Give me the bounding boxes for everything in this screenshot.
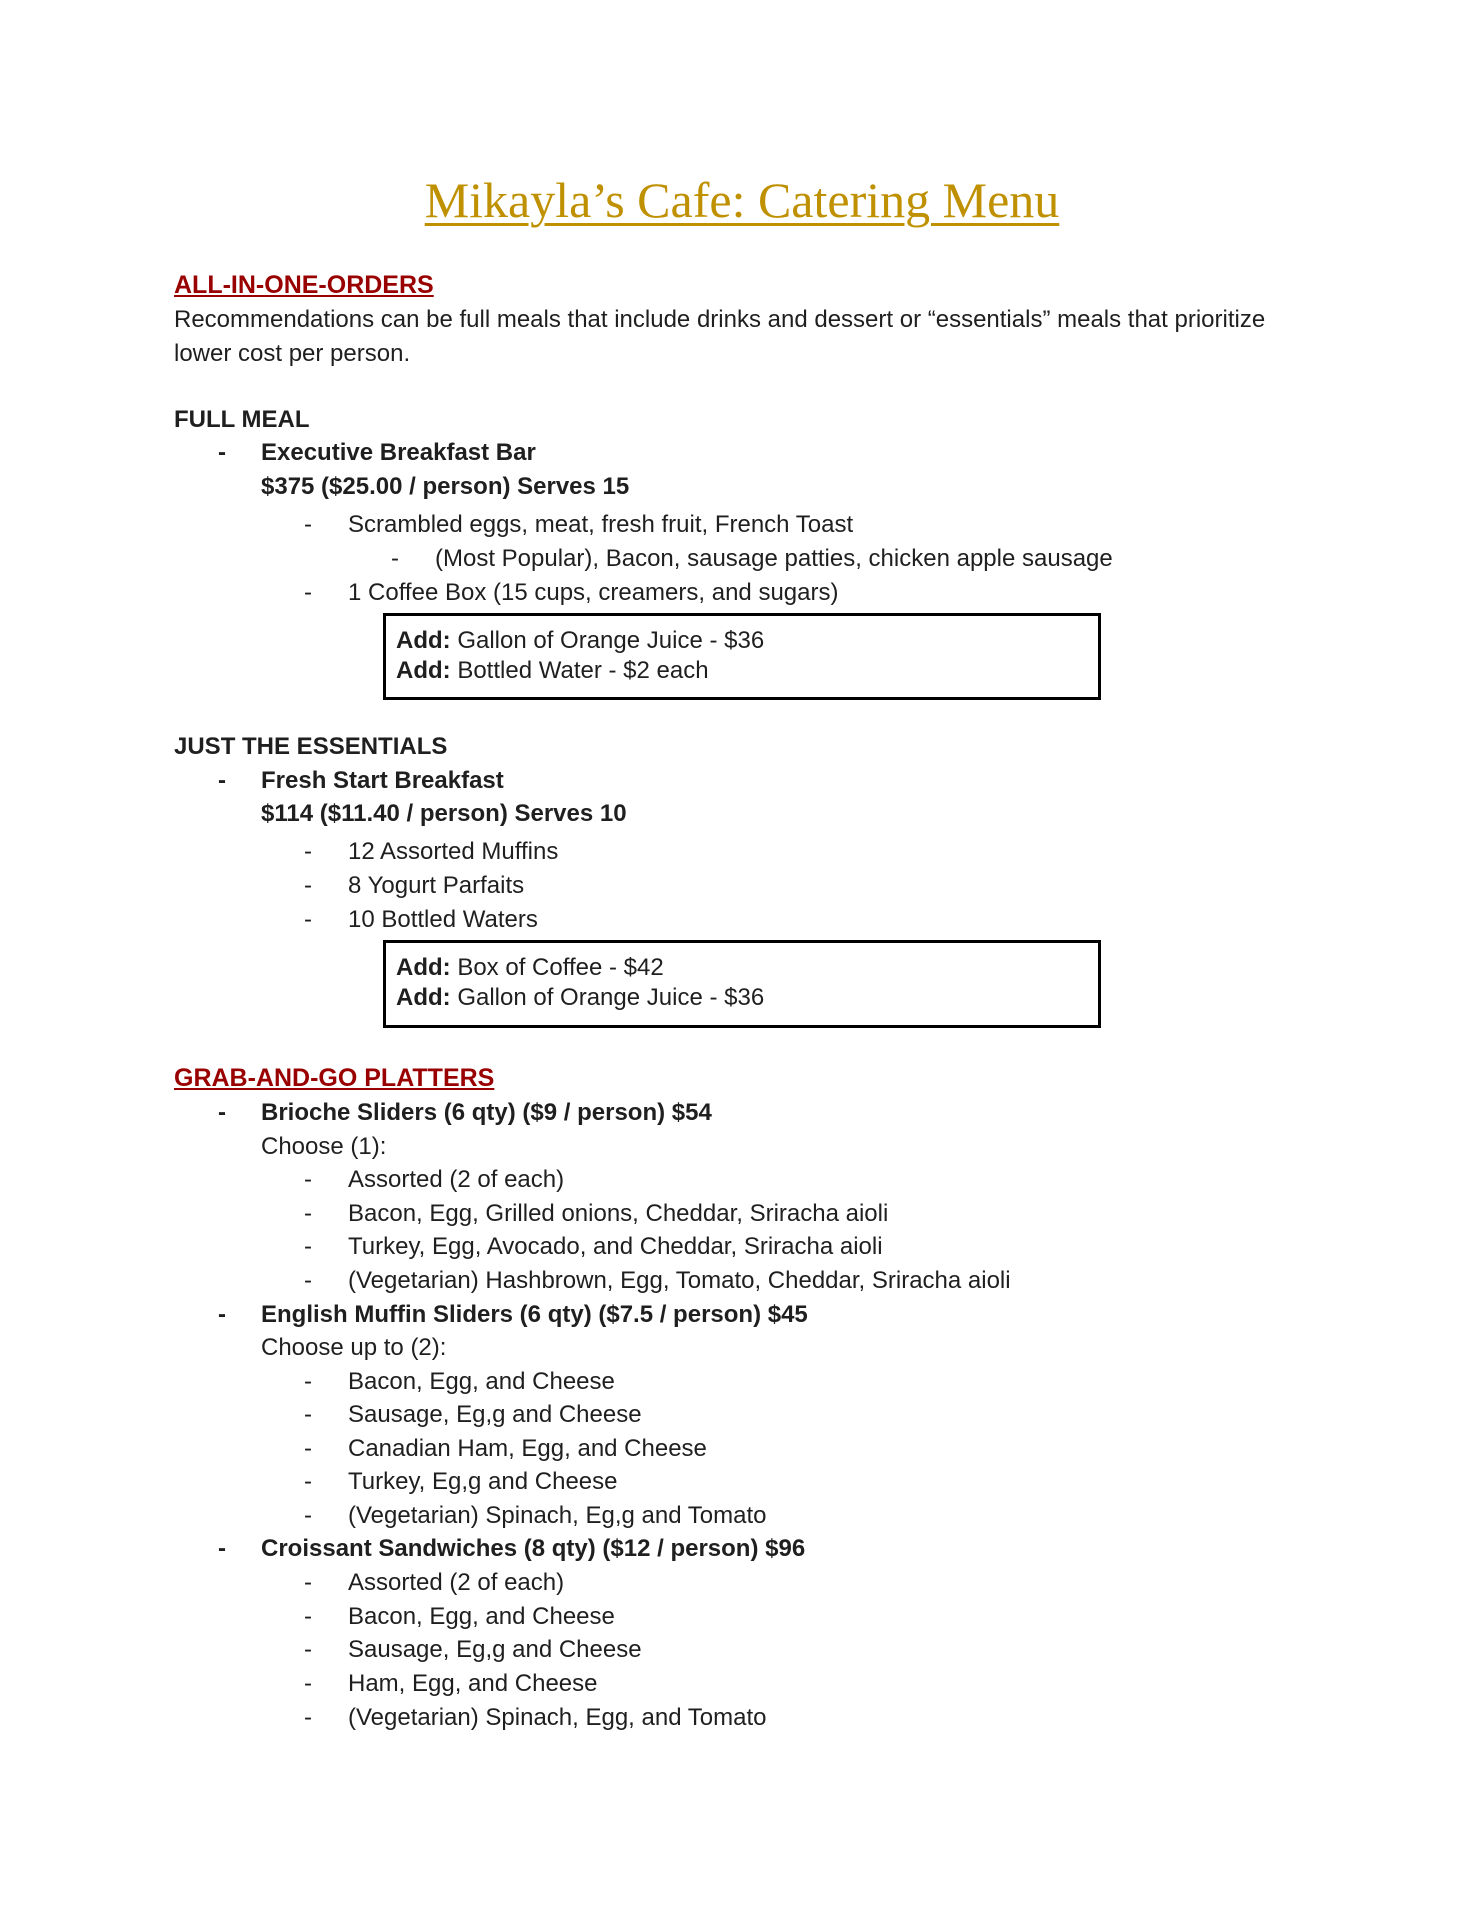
addon-line [396,953,1088,983]
bullet-dash: - [304,1670,312,1697]
addon-label: Add: [396,954,451,981]
brioche-name: Brioche Sliders (6 qty) ($9 / person) $54 [261,1099,712,1126]
english-muffin-option: Canadian Ham, Egg, and Cheese [348,1435,707,1462]
brioche-option: Assorted (2 of each) [348,1166,565,1193]
bullet-dash: - [218,1099,226,1126]
intro-line-1: Recommendations can be full meals that include drinks and dessert or “essentials” meals that prioritize [174,306,1266,333]
section-heading-all-in-one: ALL-IN-ONE-ORDERS [174,271,434,299]
croissant-option: Sausage, Eg,g and Cheese [348,1636,642,1663]
section-heading-platters: GRAB-AND-GO PLATTERS [174,1064,495,1092]
english-muffin-option: (Vegetarian) Spinach, Eg,g and Tomato [348,1502,767,1529]
bullet-dash: - [304,1401,312,1428]
addon-label: Add: [396,627,451,654]
essentials-item-price: $114 ($11.40 / person) Serves 10 [261,800,627,827]
full-meal-item-price: $375 ($25.00 / person) Serves 15 [261,473,630,500]
addon-line [396,626,1088,656]
croissant-option: Assorted (2 of each) [348,1569,565,1596]
bullet-dash: - [304,1502,312,1529]
bullet-dash: - [218,1301,226,1328]
bullet-dash: - [304,579,312,606]
english-muffin-option: Sausage, Eg,g and Cheese [348,1401,642,1428]
bullet-dash: - [304,1435,312,1462]
brioche-option: Bacon, Egg, Grilled onions, Cheddar, Sriracha aioli [348,1200,889,1227]
english-muffin-option: Turkey, Eg,g and Cheese [348,1468,618,1495]
brioche-option: Turkey, Egg, Avocado, and Cheddar, Sriracha aioli [348,1233,883,1260]
english-muffin-choose: Choose up to (2): [261,1334,447,1361]
full-meal-detail: 1 Coffee Box (15 cups, creamers, and sugars) [348,579,839,606]
bullet-dash: - [304,1233,312,1260]
bullet-dash: - [304,511,312,538]
bullet-dash: - [391,545,399,572]
bullet-dash: - [304,1368,312,1395]
bullet-dash: - [304,1200,312,1227]
bullet-dash: - [304,1704,312,1731]
bullet-dash: - [304,1569,312,1596]
bullet-dash: - [218,1535,226,1562]
addon-text: Gallon of Orange Juice - $36 [450,627,765,654]
intro-line-2: lower cost per person. [174,340,411,367]
full-meal-detail: (Most Popular), Bacon, sausage patties, chicken apple sausage [435,545,1113,572]
brioche-option: (Vegetarian) Hashbrown, Egg, Tomato, Cheddar, Sriracha aioli [348,1267,1011,1294]
bullet-dash: - [304,1468,312,1495]
english-muffin-name: English Muffin Sliders (6 qty) ($7.5 / person) $45 [261,1301,808,1328]
english-muffin-option: Bacon, Egg, and Cheese [348,1368,615,1395]
page-title: Mikayla’s Cafe: Catering Menu [424,172,1060,228]
essentials-detail: 8 Yogurt Parfaits [348,872,525,899]
full-meal-heading: FULL MEAL [174,406,310,433]
bullet-dash: - [304,1267,312,1294]
croissant-option: Ham, Egg, and Cheese [348,1670,598,1697]
addon-line [396,656,1088,686]
bullet-dash: - [304,838,312,865]
addon-text: Gallon of Orange Juice - $36 [450,984,765,1011]
croissant-name: Croissant Sandwiches (8 qty) ($12 / person) $96 [261,1535,806,1562]
essentials-heading: JUST THE ESSENTIALS [174,733,448,760]
bullet-dash: - [304,906,312,933]
essentials-item-name: Fresh Start Breakfast [261,767,504,794]
addon-label: Add: [396,657,451,684]
brioche-choose: Choose (1): [261,1133,387,1160]
bullet-dash: - [218,439,226,466]
essentials-detail: 10 Bottled Waters [348,906,538,933]
full-meal-detail: Scrambled eggs, meat, fresh fruit, French Toast [348,511,854,538]
essentials-addons-box [383,940,1101,1028]
addon-label: Add: [396,984,451,1011]
full-meal-item-name: Executive Breakfast Bar [261,439,536,466]
croissant-option: Bacon, Egg, and Cheese [348,1603,615,1630]
full-meal-addons-box [383,613,1101,700]
bullet-dash: - [304,872,312,899]
essentials-detail: 12 Assorted Muffins [348,838,559,865]
addon-text: Box of Coffee - $42 [450,954,664,981]
addon-line [396,983,1088,1013]
bullet-dash: - [304,1636,312,1663]
bullet-dash: - [218,767,226,794]
croissant-option: (Vegetarian) Spinach, Egg, and Tomato [348,1704,767,1731]
addon-text: Bottled Water - $2 each [450,657,709,684]
bullet-dash: - [304,1166,312,1193]
bullet-dash: - [304,1603,312,1630]
